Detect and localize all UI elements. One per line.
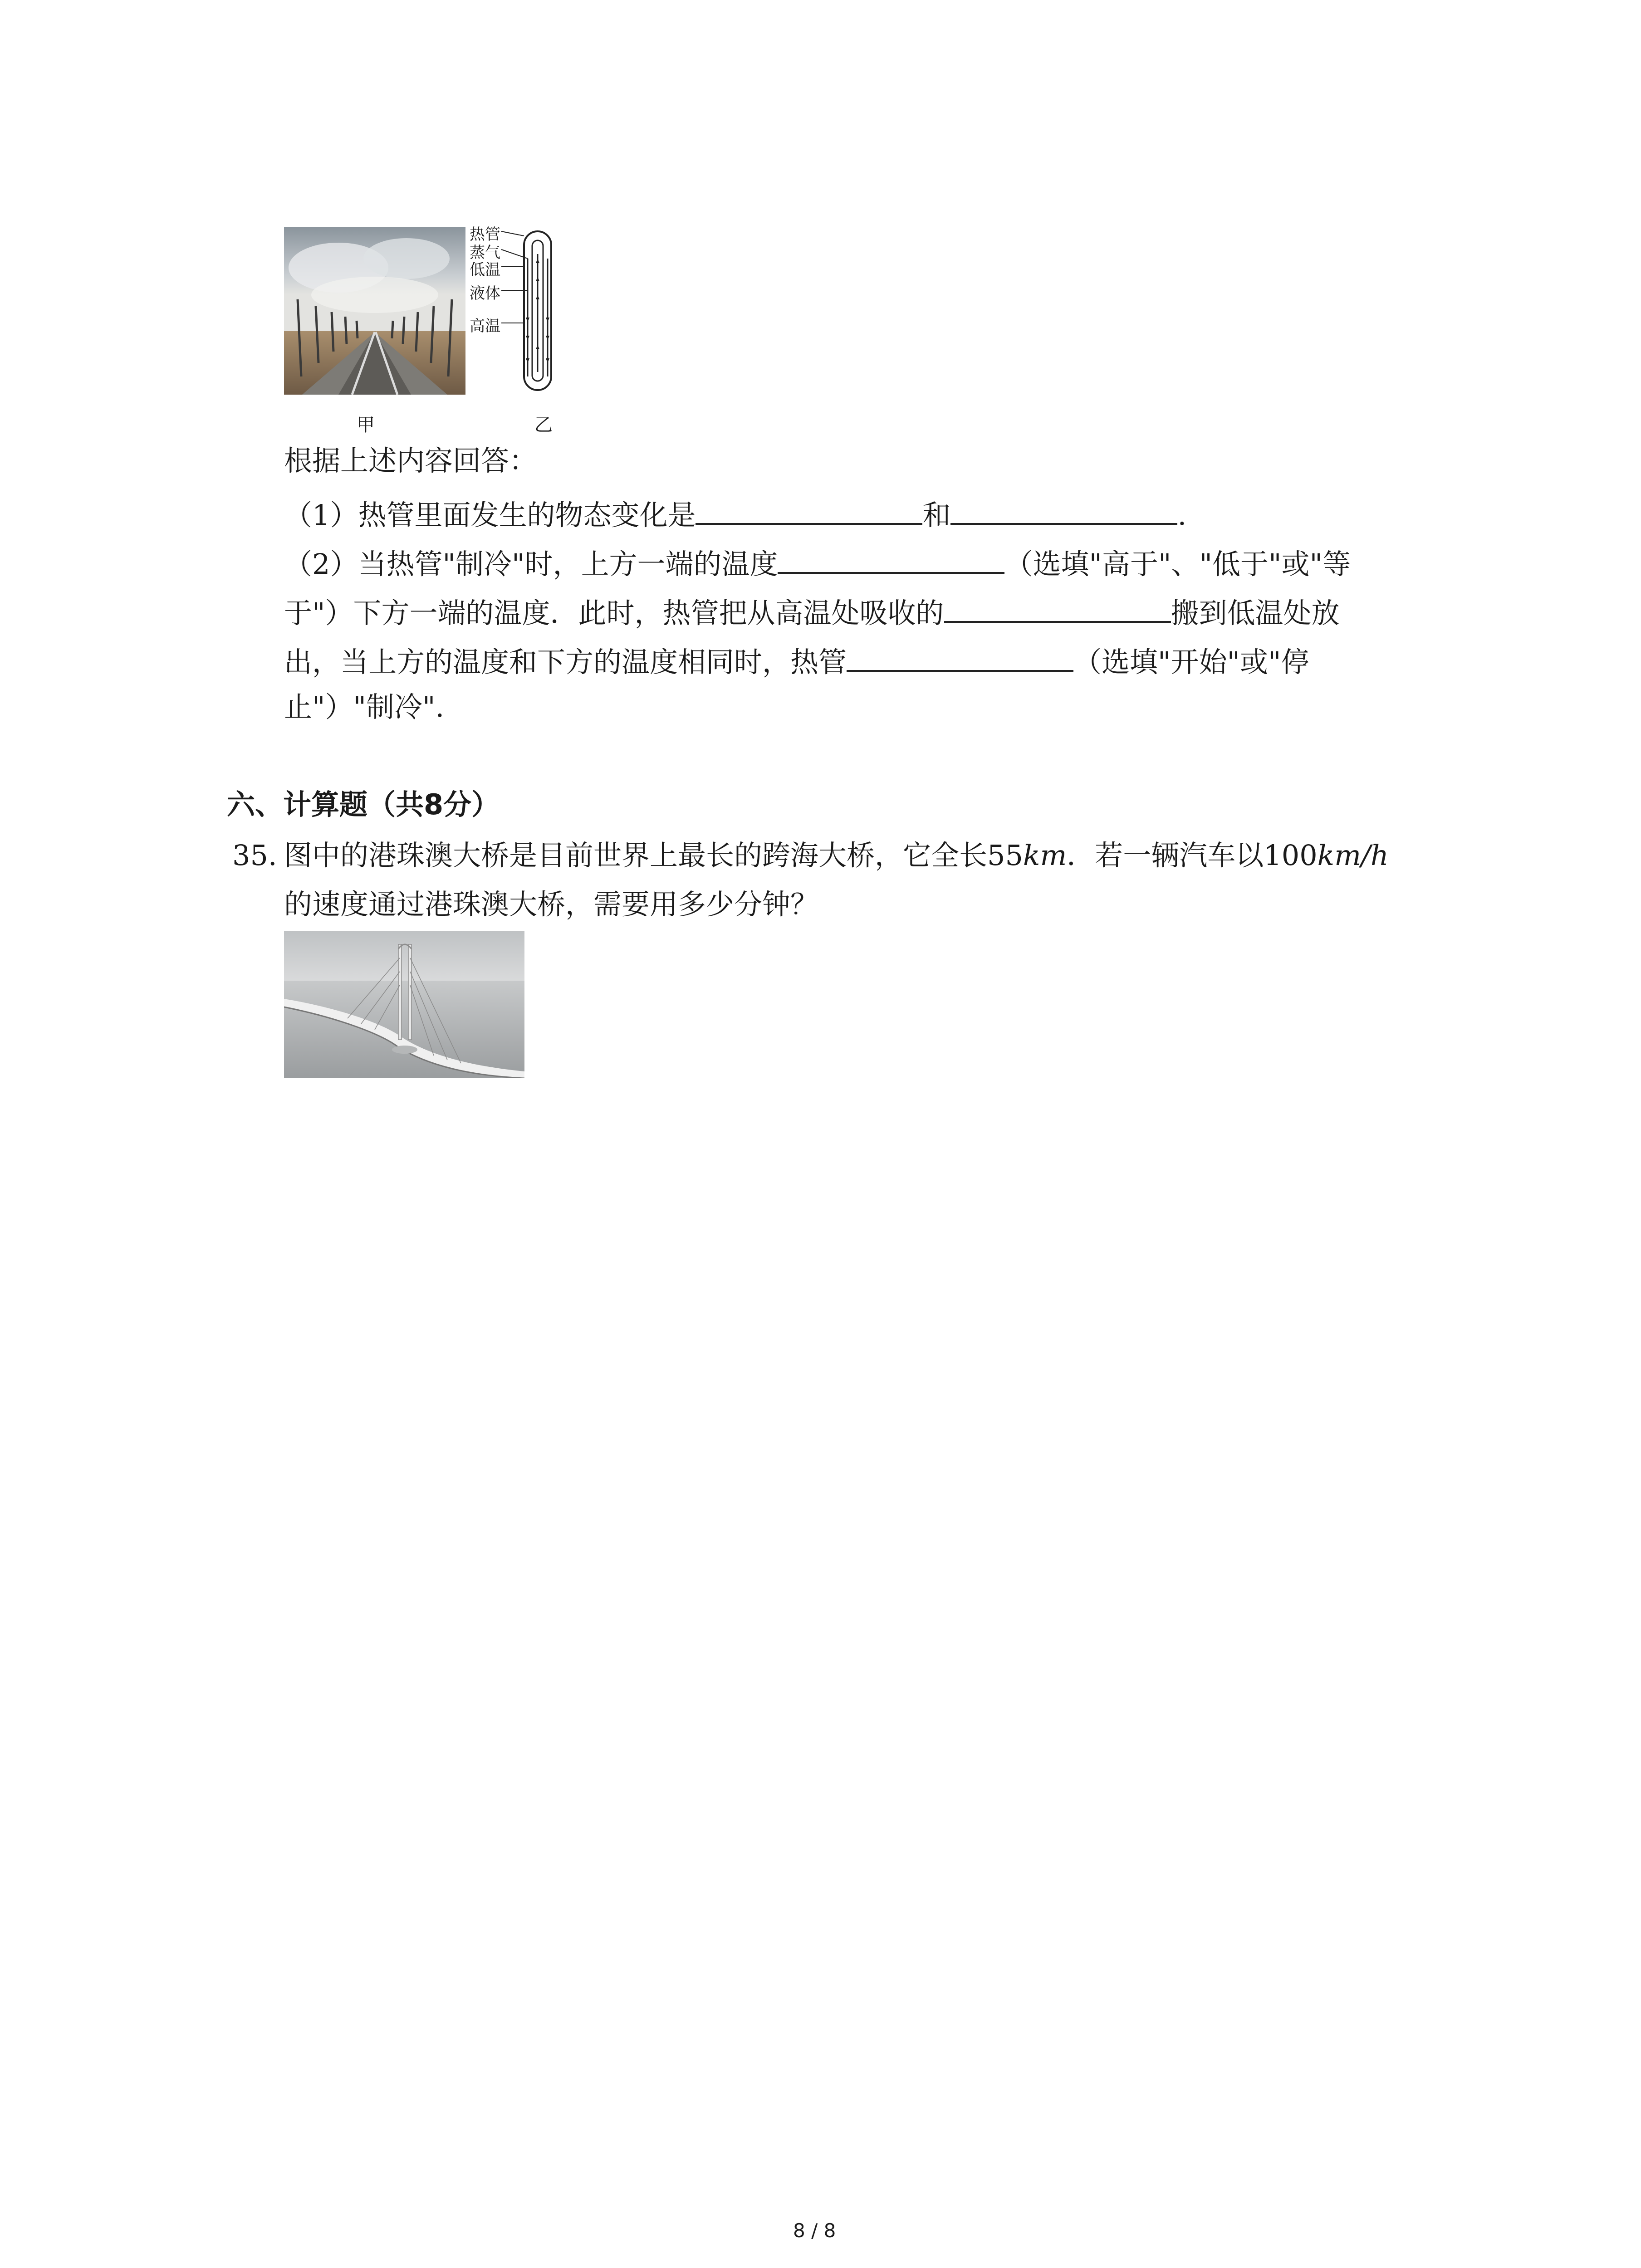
question-2-line-4: 止"）"制冷". (284, 690, 445, 723)
q2-line3-a: 出，当上方的温度和下方的温度相同时，热管 (284, 645, 847, 679)
q2-blank-2[interactable] (944, 596, 1171, 623)
heat-pipe-diagram (470, 222, 560, 395)
q2-line2-a: 于"）下方一端的温度．此时，热管把从高温处吸收的 (284, 596, 944, 630)
q35-u2: km/h (1317, 839, 1389, 872)
section-6-title: 六、计算题（共8分） (227, 788, 500, 821)
bridge-photo (284, 931, 524, 1078)
label-vapor: 蒸气 (470, 244, 500, 262)
q35-line1-a: 图中的港珠澳大桥是目前世界上最长的跨海大桥，它全长 (284, 839, 988, 872)
label-heat-pipe: 热管 (470, 225, 500, 244)
intro-text: 根据上述内容回答： (284, 444, 538, 477)
question-2-line-2 (284, 596, 1340, 630)
question-1 (284, 498, 1187, 532)
bridge-photo-drawing (284, 931, 524, 1078)
question-35-line-1 (284, 841, 1389, 870)
q2-blank-3[interactable] (847, 645, 1073, 672)
question-2-line-1 (284, 547, 1351, 581)
q35-v1: 55 (987, 839, 1023, 872)
q2-line3-b: （选填"开始"或"停 (1073, 645, 1309, 679)
q1-end: . (1177, 499, 1187, 532)
caption-yi: 乙 (534, 415, 553, 435)
question-35-line-2: 的速度通过港珠澳大桥，需要用多少分钟？ (284, 888, 819, 921)
label-high-temp: 高温 (470, 317, 500, 335)
question-35-number: 35. (232, 839, 277, 872)
q2-line2-b: 搬到低温处放 (1171, 596, 1340, 630)
q2-line1-a: （2）当热管"制冷"时，上方一端的温度 (284, 547, 778, 581)
q35-u1: km (1023, 839, 1067, 872)
label-liquid: 液体 (470, 284, 500, 303)
q35-v2: 100 (1264, 839, 1318, 872)
q1-prefix: （1）热管里面发生的物态变化是 (284, 499, 696, 532)
q2-blank-1[interactable] (778, 547, 1004, 574)
q2-line1-b: （选填"高于"、"低于"或"等 (1004, 547, 1351, 581)
q1-blank-2[interactable] (950, 498, 1177, 525)
label-low-temp: 低温 (470, 261, 500, 279)
railway-photo (284, 227, 465, 395)
q1-blank-1[interactable] (696, 498, 922, 525)
railway-photo-drawing (284, 227, 465, 395)
question-2-line-3 (284, 645, 1309, 679)
q35-line1-b: ．若一辆汽车以 (1067, 839, 1264, 872)
q1-mid: 和 (922, 499, 951, 532)
caption-jia: 甲 (357, 415, 375, 435)
page-number: 8 / 8 (793, 2219, 836, 2242)
